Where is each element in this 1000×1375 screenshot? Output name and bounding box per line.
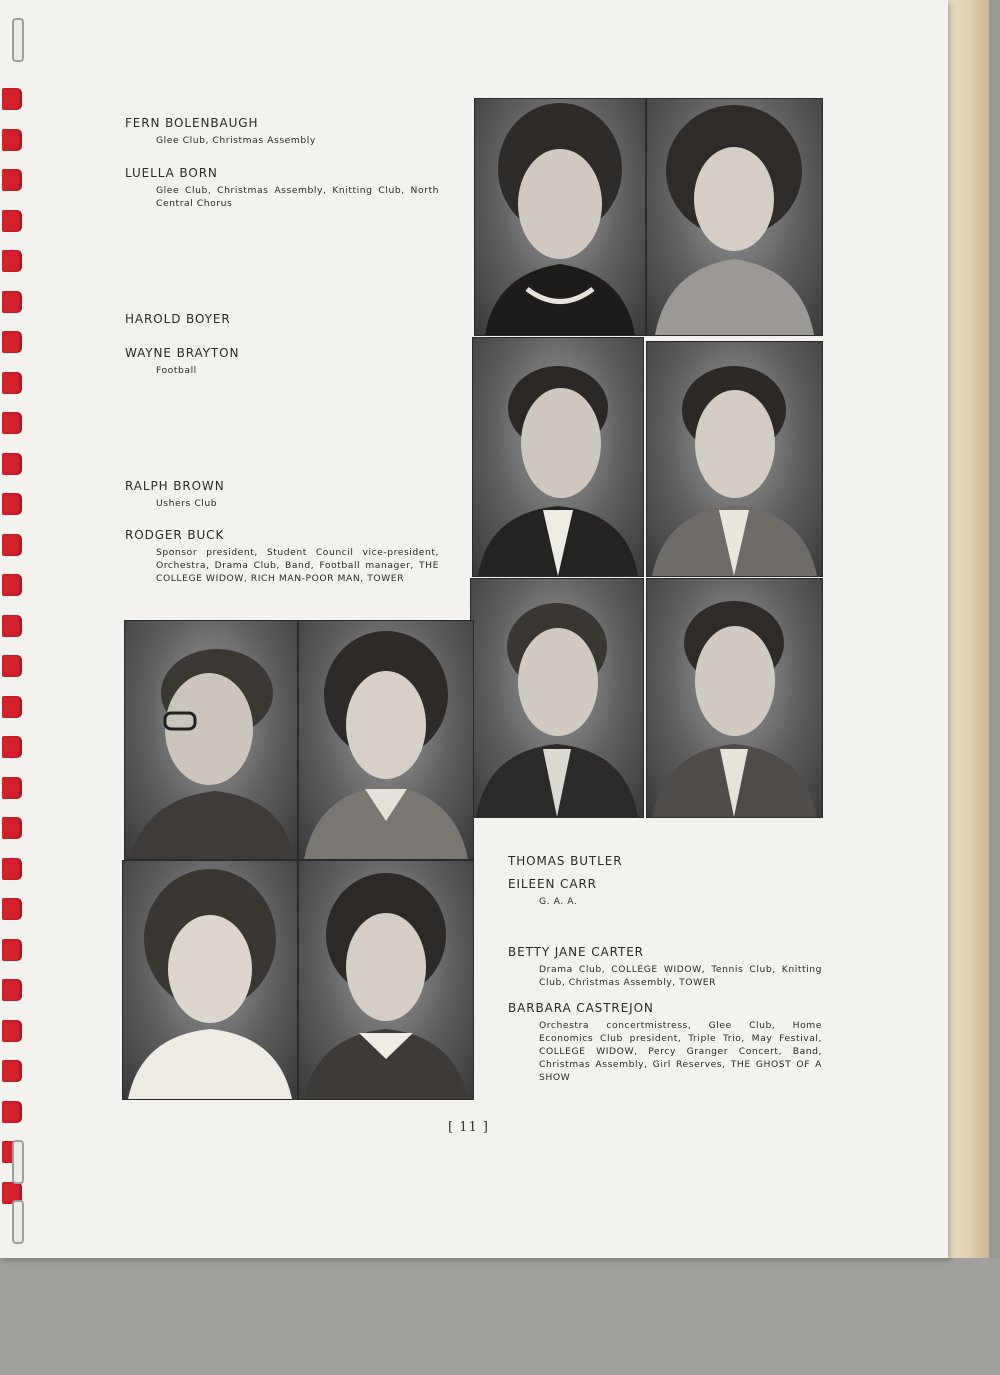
entry-luella-born [125,166,439,210]
binding-ring [2,898,22,920]
portrait-photo [646,341,823,577]
binding-ring [2,655,22,677]
binding-ring [2,574,22,596]
student-name: BARBARA CASTREJON [508,1001,654,1015]
portrait-girl-image [299,861,473,1099]
portrait-photo [298,620,474,860]
student-activities: Drama Club, COLLEGE WIDOW, Tennis Club, Knitting Club, Christmas Assembly, TOWER [539,964,822,988]
binding-ring [12,18,24,62]
portrait-photo [122,860,298,1100]
lower-background [0,1258,1000,1375]
binding-ring [2,1101,22,1123]
entry-eileen-carr [508,877,828,908]
binding-ring [2,1020,22,1042]
binding-ring [2,372,22,394]
student-name: HAROLD BOYER [125,312,231,326]
portrait-photo [472,337,644,577]
entry-fern-bolenbaugh [125,116,445,147]
entry-wayne-brayton [125,346,445,377]
binding-ring [2,291,22,313]
portrait-photo [474,98,646,336]
portrait-girl-image [123,861,297,1099]
portrait-boy-image [647,579,822,817]
student-name: RALPH BROWN [125,479,225,493]
portrait-girl-image [647,99,822,335]
binding-ring [2,331,22,353]
binding-ring [2,736,22,758]
portrait-boy-image [471,579,643,817]
binding-ring [2,210,22,232]
binding-ring [2,534,22,556]
student-activities: G. A. A. [539,896,578,907]
portrait-boy-image [473,338,643,576]
binding-ring [2,979,22,1001]
entry-harold-boyer [125,312,445,326]
student-name: EILEEN CARR [508,877,597,891]
binding-ring [2,250,22,272]
binding-ring [12,1140,24,1184]
binding-ring [2,453,22,475]
portrait-boy-image [647,342,822,576]
student-name: THOMAS BUTLER [508,854,623,868]
binding-ring [2,939,22,961]
binding-ring [12,1200,24,1244]
binding-ring [2,412,22,434]
binding-ring [2,777,22,799]
entry-betty-jane-carter [508,945,822,989]
binding-ring [2,493,22,515]
portrait-photo [470,578,644,818]
entry-barbara-castrejon [508,1001,822,1084]
portrait-photo [298,860,474,1100]
entry-ralph-brown [125,479,445,510]
binding-ring [2,129,22,151]
student-activities: Sponsor president, Student Council vice-president, Orchestra, Drama Club, Band, Football manager, THE COLLEGE WIDOW, RICH MAN-POOR MAN, TOWER [156,547,439,584]
portrait-photo [124,620,298,860]
student-activities: Glee Club, Christmas Assembly, Knitting Club, North Central Chorus [156,185,439,209]
student-name: RODGER BUCK [125,528,225,542]
student-name: LUELLA BORN [125,166,218,180]
portrait-photo [646,98,823,336]
binding-ring [2,615,22,637]
student-activities: Football [156,365,197,376]
entry-thomas-butler [508,854,828,868]
spiral-binding [0,0,26,1258]
student-activities: Glee Club, Christmas Assembly [156,135,316,146]
binding-ring [2,858,22,880]
binding-ring [2,1060,22,1082]
student-name: WAYNE BRAYTON [125,346,240,360]
portrait-girl-image [475,99,645,335]
page-number: [ 11 ] [448,1120,489,1135]
binding-ring [2,817,22,839]
portrait-girl-image [299,621,473,859]
student-activities: Ushers Club [156,498,218,509]
binding-ring [2,696,22,718]
portrait-boy-glasses-image [125,621,297,859]
portrait-photo [646,578,823,818]
student-name: FERN BOLENBAUGH [125,116,259,130]
student-name: BETTY JANE CARTER [508,945,644,959]
student-activities: Orchestra concertmistress, Glee Club, Home Economics Club president, Triple Trio, May Festival, COLLEGE WIDOW, Percy Granger Concert, Band, Christmas Assembly, Girl Reserves, THE GHOST OF A SHOW [539,1020,822,1083]
entry-rodger-buck [125,528,439,585]
binding-ring [2,88,22,110]
binding-ring [2,169,22,191]
